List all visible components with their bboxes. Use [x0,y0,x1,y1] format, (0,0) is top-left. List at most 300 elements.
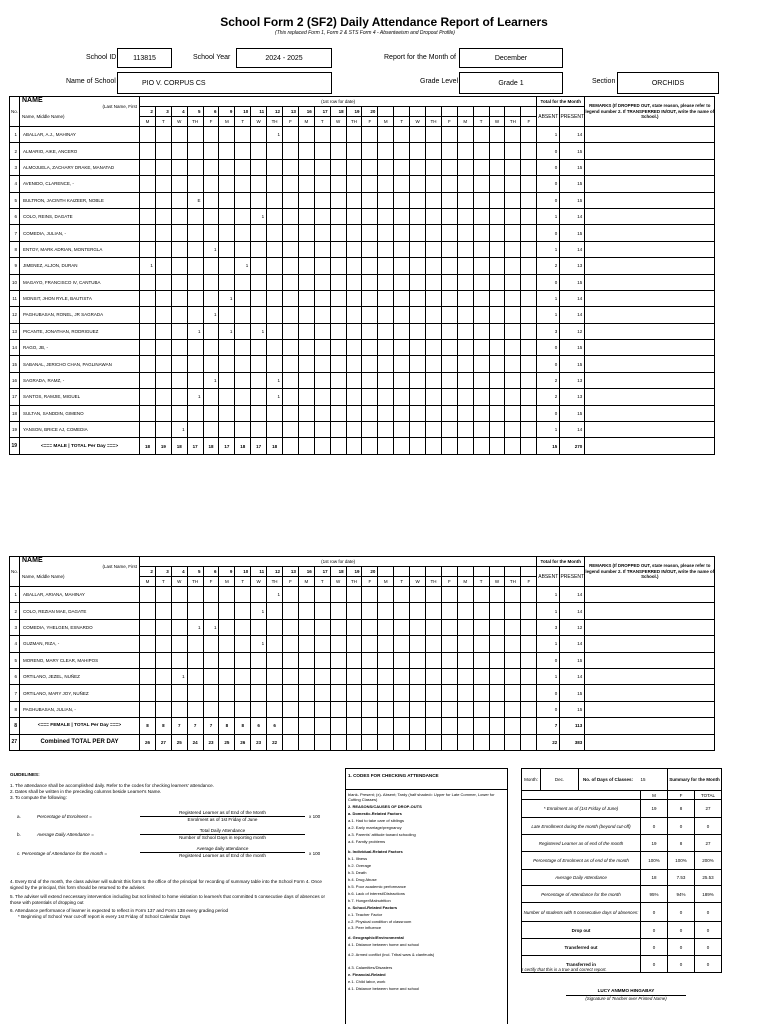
attendance-cell[interactable]: 1 [251,208,267,224]
attendance-cell[interactable] [235,389,251,405]
attendance-cell[interactable] [171,192,187,208]
attendance-cell[interactable] [298,176,314,192]
attendance-cell[interactable] [426,587,442,603]
attendance-cell[interactable] [314,389,330,405]
attendance-cell[interactable] [314,159,330,175]
attendance-cell[interactable] [362,636,378,652]
attendance-cell[interactable] [330,701,346,717]
attendance-cell[interactable] [251,619,267,635]
attendance-cell[interactable] [346,127,362,143]
attendance-cell[interactable] [283,372,299,388]
attendance-cell[interactable] [283,127,299,143]
attendance-cell[interactable] [283,159,299,175]
attendance-cell[interactable] [314,274,330,290]
attendance-cell[interactable] [441,587,457,603]
attendance-cell[interactable] [251,701,267,717]
attendance-cell[interactable] [235,307,251,323]
attendance-cell[interactable] [219,389,235,405]
attendance-cell[interactable] [441,241,457,257]
attendance-cell[interactable] [314,307,330,323]
attendance-cell[interactable] [394,603,410,619]
attendance-cell[interactable] [346,372,362,388]
section-field[interactable]: ORCHIDS [617,72,719,94]
attendance-cell[interactable] [171,603,187,619]
attendance-cell[interactable] [314,668,330,684]
attendance-cell[interactable] [426,685,442,701]
attendance-cell[interactable] [505,274,521,290]
student-remarks[interactable] [585,225,715,241]
attendance-cell[interactable] [219,241,235,257]
attendance-cell[interactable] [441,422,457,438]
attendance-cell[interactable] [219,274,235,290]
attendance-cell[interactable] [378,274,394,290]
attendance-cell[interactable] [187,587,203,603]
attendance-cell[interactable] [362,258,378,274]
attendance-cell[interactable] [330,192,346,208]
attendance-cell[interactable] [473,422,489,438]
student-remarks[interactable] [585,652,715,668]
attendance-cell[interactable] [171,225,187,241]
attendance-cell[interactable]: 1 [187,323,203,339]
attendance-cell[interactable] [251,685,267,701]
attendance-cell[interactable] [283,340,299,356]
attendance-cell[interactable] [378,127,394,143]
attendance-cell[interactable] [267,290,283,306]
attendance-cell[interactable] [298,258,314,274]
attendance-cell[interactable] [283,619,299,635]
attendance-cell[interactable] [394,668,410,684]
attendance-cell[interactable] [298,356,314,372]
attendance-cell[interactable]: 1 [267,587,283,603]
attendance-cell[interactable] [330,619,346,635]
attendance-cell[interactable] [219,356,235,372]
attendance-cell[interactable] [521,603,537,619]
attendance-cell[interactable] [394,208,410,224]
attendance-cell[interactable] [267,307,283,323]
attendance-cell[interactable] [505,127,521,143]
attendance-cell[interactable] [426,143,442,159]
attendance-cell[interactable] [267,258,283,274]
attendance-cell[interactable] [314,356,330,372]
attendance-cell[interactable] [267,668,283,684]
attendance-cell[interactable] [203,356,219,372]
attendance-cell[interactable] [473,668,489,684]
attendance-cell[interactable] [441,127,457,143]
attendance-cell[interactable] [457,405,473,421]
attendance-cell[interactable] [410,652,426,668]
attendance-cell[interactable] [362,356,378,372]
attendance-cell[interactable] [473,356,489,372]
attendance-cell[interactable] [314,340,330,356]
attendance-cell[interactable] [521,307,537,323]
attendance-cell[interactable] [140,668,156,684]
attendance-cell[interactable] [235,340,251,356]
attendance-cell[interactable] [219,127,235,143]
attendance-cell[interactable] [362,603,378,619]
student-remarks[interactable] [585,307,715,323]
attendance-cell[interactable] [140,356,156,372]
attendance-cell[interactable] [283,587,299,603]
attendance-cell[interactable] [298,405,314,421]
attendance-cell[interactable] [219,208,235,224]
attendance-cell[interactable] [251,405,267,421]
attendance-cell[interactable] [283,422,299,438]
attendance-cell[interactable] [203,587,219,603]
attendance-cell[interactable] [283,143,299,159]
attendance-cell[interactable] [298,323,314,339]
attendance-cell[interactable] [394,587,410,603]
attendance-cell[interactable] [187,422,203,438]
attendance-cell[interactable] [457,619,473,635]
attendance-cell[interactable] [187,176,203,192]
attendance-cell[interactable] [362,668,378,684]
attendance-cell[interactable] [140,389,156,405]
attendance-cell[interactable] [330,274,346,290]
student-remarks[interactable] [585,192,715,208]
attendance-cell[interactable] [489,340,505,356]
school-year-field[interactable]: 2024 - 2025 [236,48,332,68]
attendance-cell[interactable] [426,176,442,192]
attendance-cell[interactable] [362,143,378,159]
student-remarks[interactable] [585,603,715,619]
attendance-cell[interactable] [394,143,410,159]
attendance-cell[interactable] [171,176,187,192]
attendance-cell[interactable]: 1 [251,323,267,339]
attendance-cell[interactable] [410,241,426,257]
attendance-cell[interactable] [314,176,330,192]
attendance-cell[interactable] [298,701,314,717]
attendance-cell[interactable] [171,389,187,405]
attendance-cell[interactable] [267,176,283,192]
attendance-cell[interactable] [457,603,473,619]
attendance-cell[interactable] [378,208,394,224]
attendance-cell[interactable] [171,208,187,224]
attendance-cell[interactable] [203,159,219,175]
attendance-cell[interactable] [457,356,473,372]
attendance-cell[interactable] [330,422,346,438]
attendance-cell[interactable] [187,668,203,684]
student-remarks[interactable] [585,323,715,339]
attendance-cell[interactable] [394,619,410,635]
attendance-cell[interactable] [251,225,267,241]
attendance-cell[interactable] [426,356,442,372]
attendance-cell[interactable]: 1 [171,668,187,684]
attendance-cell[interactable] [235,241,251,257]
attendance-cell[interactable] [473,636,489,652]
attendance-cell[interactable] [187,274,203,290]
attendance-cell[interactable] [378,258,394,274]
attendance-cell[interactable] [187,372,203,388]
attendance-cell[interactable] [426,274,442,290]
attendance-cell[interactable] [505,290,521,306]
attendance-cell[interactable] [267,701,283,717]
attendance-cell[interactable] [410,636,426,652]
attendance-cell[interactable] [314,701,330,717]
attendance-cell[interactable] [346,340,362,356]
attendance-cell[interactable] [473,685,489,701]
attendance-cell[interactable] [330,603,346,619]
attendance-cell[interactable] [410,192,426,208]
student-remarks[interactable] [585,685,715,701]
attendance-cell[interactable] [362,159,378,175]
attendance-cell[interactable] [473,587,489,603]
attendance-cell[interactable] [155,619,171,635]
attendance-cell[interactable]: 1 [187,619,203,635]
attendance-cell[interactable] [346,685,362,701]
attendance-cell[interactable] [441,636,457,652]
attendance-cell[interactable] [410,619,426,635]
attendance-cell[interactable] [378,143,394,159]
attendance-cell[interactable] [314,143,330,159]
attendance-cell[interactable] [394,127,410,143]
attendance-cell[interactable] [378,323,394,339]
attendance-cell[interactable] [457,176,473,192]
attendance-cell[interactable] [346,176,362,192]
attendance-cell[interactable] [251,159,267,175]
attendance-cell[interactable] [155,389,171,405]
attendance-cell[interactable] [187,143,203,159]
attendance-cell[interactable]: 1 [203,619,219,635]
attendance-cell[interactable] [362,619,378,635]
attendance-cell[interactable] [314,192,330,208]
attendance-cell[interactable] [235,176,251,192]
attendance-cell[interactable] [235,668,251,684]
attendance-cell[interactable] [346,356,362,372]
attendance-cell[interactable] [489,372,505,388]
attendance-cell[interactable] [473,192,489,208]
attendance-cell[interactable] [457,340,473,356]
attendance-cell[interactable] [489,701,505,717]
attendance-cell[interactable] [426,389,442,405]
attendance-cell[interactable] [235,127,251,143]
attendance-cell[interactable] [410,422,426,438]
attendance-cell[interactable] [235,143,251,159]
attendance-cell[interactable] [330,159,346,175]
attendance-cell[interactable] [441,323,457,339]
attendance-cell[interactable] [314,225,330,241]
student-remarks[interactable] [585,619,715,635]
attendance-cell[interactable]: 1 [267,127,283,143]
attendance-cell[interactable] [457,422,473,438]
attendance-cell[interactable] [489,290,505,306]
attendance-cell[interactable] [346,668,362,684]
attendance-cell[interactable] [267,356,283,372]
student-remarks[interactable] [585,143,715,159]
attendance-cell[interactable] [410,372,426,388]
attendance-cell[interactable] [489,636,505,652]
attendance-cell[interactable] [140,372,156,388]
attendance-cell[interactable] [394,159,410,175]
attendance-cell[interactable] [394,405,410,421]
attendance-cell[interactable] [298,668,314,684]
attendance-cell[interactable] [473,389,489,405]
attendance-cell[interactable] [505,241,521,257]
attendance-cell[interactable] [155,127,171,143]
attendance-cell[interactable] [187,701,203,717]
attendance-cell[interactable] [457,636,473,652]
attendance-cell[interactable] [346,159,362,175]
attendance-cell[interactable] [489,192,505,208]
attendance-cell[interactable] [394,307,410,323]
attendance-cell[interactable] [441,192,457,208]
attendance-cell[interactable] [203,274,219,290]
attendance-cell[interactable] [410,176,426,192]
attendance-cell[interactable] [267,241,283,257]
attendance-cell[interactable] [235,290,251,306]
attendance-cell[interactable] [140,405,156,421]
attendance-cell[interactable] [346,290,362,306]
attendance-cell[interactable] [457,225,473,241]
attendance-cell[interactable] [394,701,410,717]
attendance-cell[interactable] [330,405,346,421]
attendance-cell[interactable] [426,225,442,241]
attendance-cell[interactable] [314,323,330,339]
attendance-cell[interactable] [187,241,203,257]
attendance-cell[interactable] [457,587,473,603]
attendance-cell[interactable] [521,372,537,388]
attendance-cell[interactable] [203,176,219,192]
attendance-cell[interactable] [155,372,171,388]
attendance-cell[interactable] [505,143,521,159]
attendance-cell[interactable] [473,323,489,339]
attendance-cell[interactable] [426,323,442,339]
attendance-cell[interactable] [219,668,235,684]
attendance-cell[interactable] [283,225,299,241]
attendance-cell[interactable] [314,422,330,438]
attendance-cell[interactable] [267,143,283,159]
attendance-cell[interactable] [378,619,394,635]
attendance-cell[interactable] [298,603,314,619]
attendance-cell[interactable] [219,701,235,717]
attendance-cell[interactable] [187,603,203,619]
attendance-cell[interactable] [378,225,394,241]
attendance-cell[interactable] [140,636,156,652]
attendance-cell[interactable] [521,225,537,241]
attendance-cell[interactable] [187,159,203,175]
attendance-cell[interactable] [362,685,378,701]
attendance-cell[interactable] [314,603,330,619]
attendance-cell[interactable] [505,159,521,175]
attendance-cell[interactable] [155,340,171,356]
attendance-cell[interactable] [203,405,219,421]
attendance-cell[interactable] [203,290,219,306]
attendance-cell[interactable] [251,241,267,257]
student-remarks[interactable] [585,636,715,652]
attendance-cell[interactable] [426,307,442,323]
attendance-cell[interactable] [155,225,171,241]
attendance-cell[interactable] [378,340,394,356]
attendance-cell[interactable] [410,701,426,717]
attendance-cell[interactable] [267,636,283,652]
attendance-cell[interactable] [505,176,521,192]
attendance-cell[interactable] [283,290,299,306]
attendance-cell[interactable] [489,143,505,159]
attendance-cell[interactable] [378,159,394,175]
attendance-cell[interactable] [235,619,251,635]
attendance-cell[interactable] [171,323,187,339]
attendance-cell[interactable] [251,389,267,405]
attendance-cell[interactable] [235,587,251,603]
attendance-cell[interactable] [457,372,473,388]
attendance-cell[interactable] [330,307,346,323]
attendance-cell[interactable] [457,290,473,306]
attendance-cell[interactable] [489,603,505,619]
attendance-cell[interactable]: 1 [171,422,187,438]
attendance-cell[interactable] [155,652,171,668]
attendance-cell[interactable]: 1 [203,307,219,323]
attendance-cell[interactable] [187,636,203,652]
attendance-cell[interactable] [505,587,521,603]
attendance-cell[interactable] [140,587,156,603]
attendance-cell[interactable] [267,323,283,339]
attendance-cell[interactable] [346,422,362,438]
attendance-cell[interactable] [426,208,442,224]
attendance-cell[interactable] [251,274,267,290]
attendance-cell[interactable] [362,176,378,192]
attendance-cell[interactable] [171,258,187,274]
attendance-cell[interactable] [457,274,473,290]
attendance-cell[interactable] [251,176,267,192]
attendance-cell[interactable] [140,208,156,224]
attendance-cell[interactable] [171,701,187,717]
attendance-cell[interactable] [155,176,171,192]
attendance-cell[interactable] [410,290,426,306]
attendance-cell[interactable] [235,372,251,388]
attendance-cell[interactable] [140,143,156,159]
attendance-cell[interactable] [426,652,442,668]
attendance-cell[interactable]: 1 [251,636,267,652]
attendance-cell[interactable] [410,668,426,684]
attendance-cell[interactable] [140,701,156,717]
attendance-cell[interactable] [410,274,426,290]
attendance-cell[interactable] [346,603,362,619]
attendance-cell[interactable] [330,652,346,668]
attendance-cell[interactable] [346,652,362,668]
attendance-cell[interactable] [457,208,473,224]
attendance-cell[interactable] [521,389,537,405]
report-month-field[interactable]: December [459,48,563,68]
attendance-cell[interactable] [298,587,314,603]
attendance-cell[interactable] [140,192,156,208]
attendance-cell[interactable] [457,159,473,175]
attendance-cell[interactable] [203,422,219,438]
attendance-cell[interactable] [171,652,187,668]
attendance-cell[interactable]: 1 [267,372,283,388]
attendance-cell[interactable] [362,422,378,438]
attendance-cell[interactable] [251,143,267,159]
attendance-cell[interactable] [378,356,394,372]
attendance-cell[interactable] [251,290,267,306]
attendance-cell[interactable] [457,701,473,717]
attendance-cell[interactable] [187,258,203,274]
attendance-cell[interactable] [362,225,378,241]
attendance-cell[interactable] [203,323,219,339]
student-remarks[interactable] [585,241,715,257]
attendance-cell[interactable] [314,652,330,668]
attendance-cell[interactable] [267,192,283,208]
attendance-cell[interactable] [267,225,283,241]
attendance-cell[interactable] [473,241,489,257]
attendance-cell[interactable] [426,619,442,635]
attendance-cell[interactable] [203,258,219,274]
attendance-cell[interactable] [489,307,505,323]
attendance-cell[interactable] [298,208,314,224]
attendance-cell[interactable] [283,258,299,274]
attendance-cell[interactable] [187,652,203,668]
attendance-cell[interactable] [394,356,410,372]
attendance-cell[interactable] [298,652,314,668]
attendance-cell[interactable] [171,127,187,143]
